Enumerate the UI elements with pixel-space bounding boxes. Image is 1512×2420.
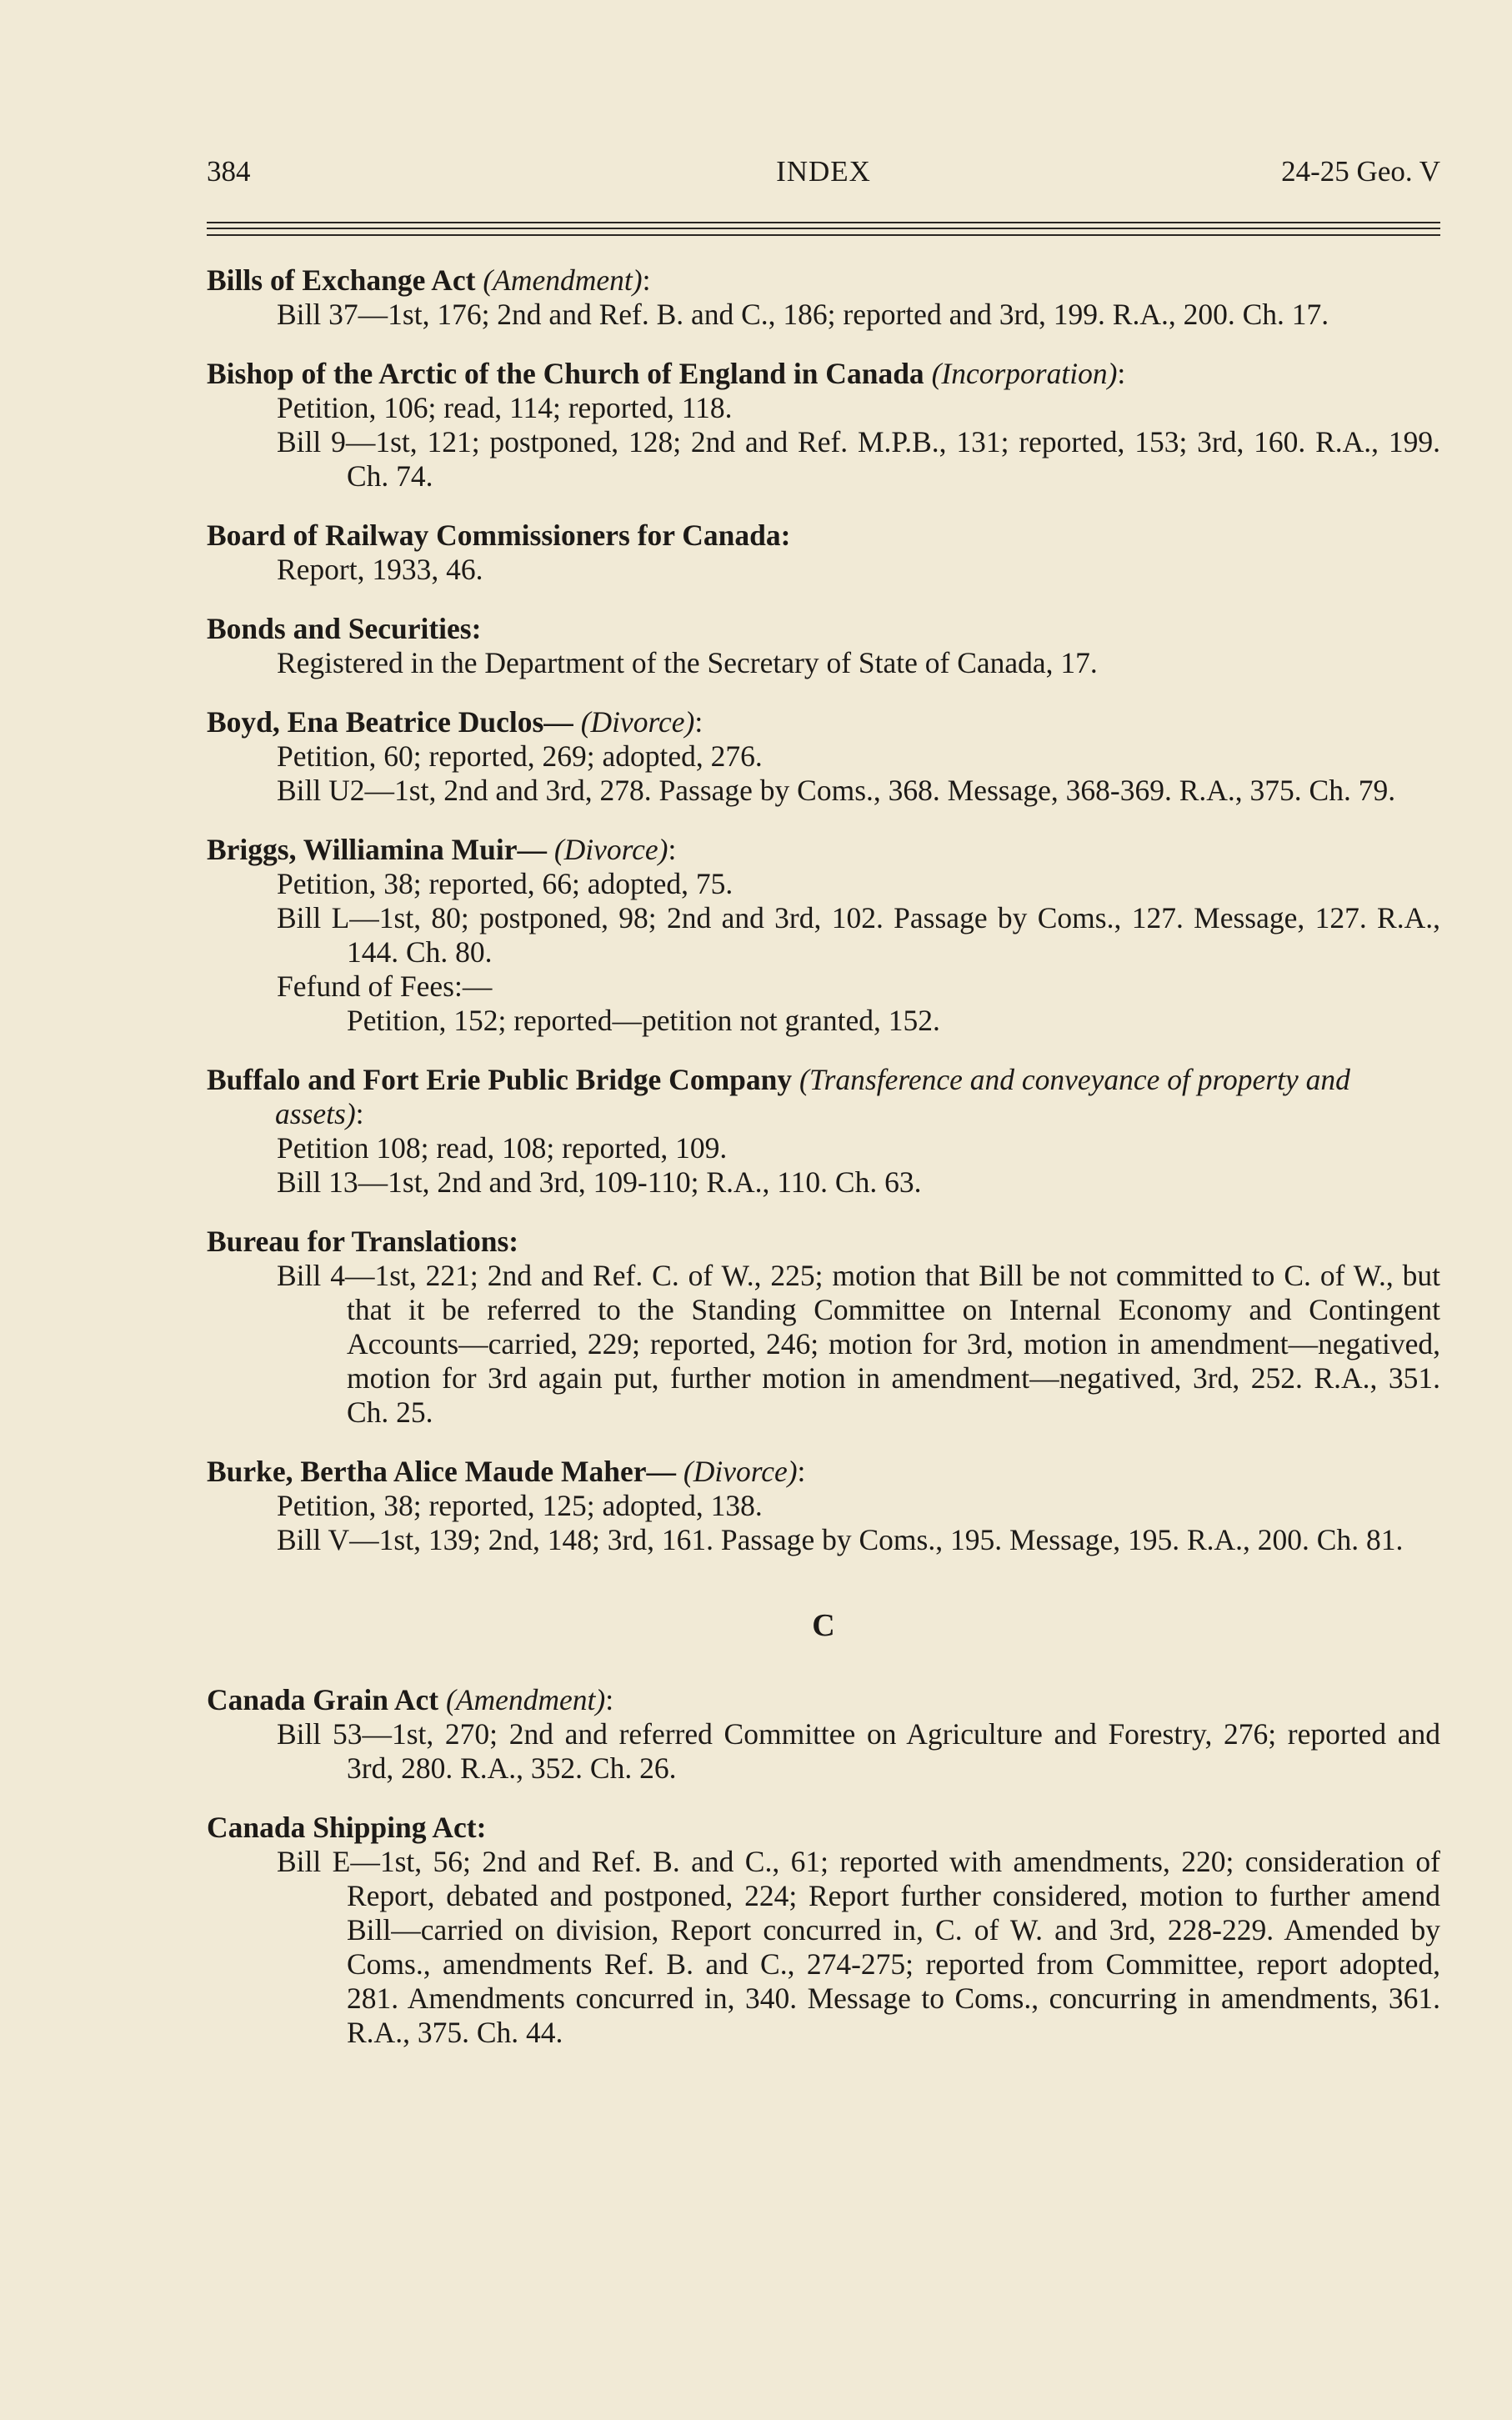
header-rule-bottom [207, 234, 1440, 236]
entry-name: Board of Railway Commissioners for Canada: [207, 519, 791, 552]
index-entries-b [207, 263, 1440, 1557]
entry-heading [207, 519, 1440, 553]
entry-suffix: : [642, 263, 651, 297]
header-rule-top [207, 222, 1440, 223]
entry-suffix: : [355, 1097, 364, 1130]
entry-line: Bill U2—1st, 2nd and 3rd, 278. Passage by Coms., 368. Message, 368-369. R.A., 375. Ch. 79. [277, 774, 1396, 807]
entry-line: Bill L—1st, 80; postponed, 98; 2nd and 3rd, 102. Passage by Coms., 127. Message, 127. R.A., 144. Ch. 80. [277, 901, 1440, 969]
entry-name: Bureau for Translations: [207, 1225, 519, 1258]
index-entry [207, 612, 1440, 680]
index-entry [207, 1225, 1440, 1430]
index-entry [207, 705, 1440, 808]
entry-suffix: : [668, 833, 677, 866]
index-entry [207, 1811, 1440, 2050]
entry-heading [207, 1683, 1440, 1717]
entry-suffix: : [1117, 357, 1126, 390]
entry-line: Bill 37—1st, 176; 2nd and Ref. B. and C., 186; reported and 3rd, 199. R.A., 200. Ch. 17. [277, 298, 1329, 331]
entry-suffix: : [797, 1455, 806, 1488]
index-content [207, 263, 1440, 2075]
section-letter: C [812, 1608, 835, 1643]
entry-heading [207, 1455, 1440, 1489]
entry-line: Petition 108; read, 108; reported, 109. [277, 1131, 728, 1165]
entry-subline: Petition, 152; reported—petition not granted, 152. [347, 1004, 940, 1037]
entry-qualifier: (Divorce) [553, 833, 668, 866]
entry-heading [207, 357, 1440, 391]
entry-line: Bill 13—1st, 2nd and 3rd, 109-110; R.A., 110. Ch. 63. [277, 1165, 922, 1199]
entry-line: Bill 53—1st, 270; 2nd and referred Committee on Agriculture and Forestry, 276; reported and 3rd, 280. R.A., 352. Ch. 26. [277, 1717, 1440, 1785]
entry-name: Buffalo and Fort Erie Public Bridge Company [207, 1063, 793, 1096]
page-header [207, 155, 1440, 198]
entry-qualifier: (Amendment) [445, 1683, 606, 1716]
index-entry [207, 357, 1440, 494]
entry-qualifier: (Divorce) [683, 1455, 798, 1488]
entry-heading [207, 833, 1440, 867]
entry-line: Fefund of Fees:— [277, 970, 493, 1003]
entry-line: Registered in the Department of the Secretary of State of Canada, 17. [277, 646, 1098, 679]
entry-line: Report, 1933, 46. [277, 553, 483, 586]
entry-name: Briggs, Williamina Muir— [207, 833, 547, 866]
page-title: INDEX [776, 155, 871, 188]
entry-line: Petition, 38; reported, 66; adopted, 75. [277, 867, 733, 900]
entry-line: Bill 4—1st, 221; 2nd and Ref. C. of W., 225; motion that Bill be not committed to C. of W., but that it be referred to the Standing Committee on Internal Economy and Contingent Accounts—carried, 229; reported, 246; motion for 3rd, motion in amendment—negatived, motion for 3rd again put, further motion in amendment—negatived, 3rd, 252. R.A., 351. Ch. 25. [277, 1259, 1440, 1429]
entry-heading [207, 263, 1440, 298]
entry-heading [207, 705, 1440, 739]
index-entry [207, 519, 1440, 587]
entry-name: Burke, Bertha Alice Maude Maher— [207, 1455, 676, 1488]
index-entry [207, 833, 1440, 1038]
entry-heading [207, 1063, 1440, 1131]
entry-name: Canada Shipping Act: [207, 1811, 487, 1844]
entry-name: Bishop of the Arctic of the Church of England in Canada [207, 357, 924, 390]
entry-name: Bonds and Securities: [207, 612, 482, 645]
index-entry [207, 263, 1440, 332]
entry-name: Boyd, Ena Beatrice Duclos— [207, 705, 573, 739]
entry-suffix: : [694, 705, 703, 739]
reign-label: 24-25 Geo. V [1281, 155, 1440, 188]
index-entry [207, 1063, 1440, 1200]
entry-heading [207, 1225, 1440, 1259]
entry-heading [207, 1811, 1440, 1845]
entry-line: Bill V—1st, 139; 2nd, 148; 3rd, 161. Passage by Coms., 195. Message, 195. R.A., 200. Ch. 81. [277, 1523, 1404, 1556]
entry-heading [207, 612, 1440, 646]
entry-line: Bill E—1st, 56; 2nd and Ref. B. and C., 61; reported with amendments, 220; consideration of Report, debated and postponed, 224; Report further considered, motion to further amend Bill—carried on division, Report concurred in, C. of W. and 3rd, 228-229. Amended by Coms., amendments Ref. B. and C., 274-275; reported from Committee, report adopted, 281. Amendments concurred in, 340. Message to Coms., concurring in amendments, 361. R.A., 375. Ch. 44. [277, 1845, 1440, 2049]
entry-suffix: : [605, 1683, 614, 1716]
header-rule-middle [207, 228, 1440, 229]
entry-name: Bills of Exchange Act [207, 263, 476, 297]
entry-qualifier: (Divorce) [580, 705, 695, 739]
entry-line: Bill 9—1st, 121; postponed, 128; 2nd and Ref. M.P.B., 131; reported, 153; 3rd, 160. R.A., 199. Ch. 74. [277, 425, 1440, 493]
entry-qualifier: (Amendment) [483, 263, 643, 297]
entry-name: Canada Grain Act [207, 1683, 439, 1716]
page-number: 384 [207, 155, 251, 188]
entry-line: Petition, 60; reported, 269; adopted, 276. [277, 739, 763, 773]
index-entries-c [207, 1683, 1440, 2050]
index-entry [207, 1683, 1440, 1786]
entry-line: Petition, 106; read, 114; reported, 118. [277, 391, 733, 424]
index-entry [207, 1455, 1440, 1557]
entry-line: Petition, 38; reported, 125; adopted, 138. [277, 1489, 763, 1522]
entry-qualifier: (Incorporation) [931, 357, 1118, 390]
entry-qualifier: (Transference and conveyance of property and assets) [275, 1063, 1350, 1130]
